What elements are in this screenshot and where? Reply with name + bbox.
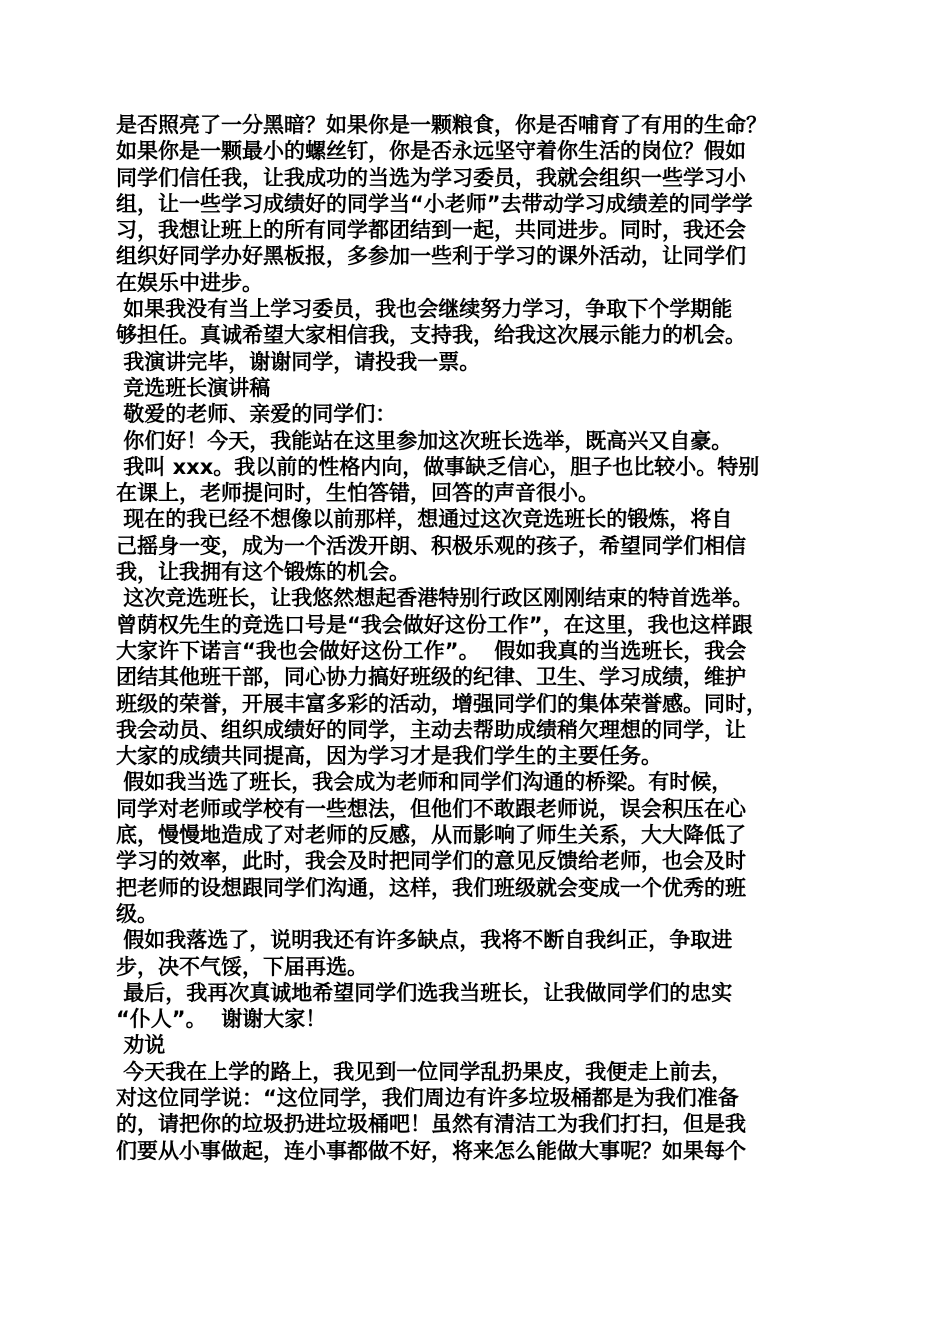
text-line: 把老师的设想跟同学们沟通，这样，我们班级就会变成一个优秀的班 — [116, 875, 746, 900]
text-line: 够担任。真诚希望大家相信我，支持我，给我这次展示能力的机会。 — [116, 323, 746, 348]
text-line: 班级的荣誉，开展丰富多彩的活动，增强同学们的集体荣誉感。同时， — [116, 691, 767, 716]
text-line: 我演讲完毕，谢谢同学，请投我一票。 — [116, 349, 481, 374]
text-line: 大家的成绩共同提高，因为学习才是我们学生的主要任务。 — [116, 744, 662, 769]
text-line: 底，慢慢地造成了对老师的反感，从而影响了师生关系，大大降低了 — [116, 823, 746, 848]
text-line: 我会动员、组织成绩好的同学，主动去帮助成绩稍欠理想的同学，让 — [116, 717, 746, 742]
text-line: 团结其他班干部，同心协力搞好班级的纪律、卫生、学习成绩，维护 — [116, 665, 746, 690]
text-line: 竞选班长演讲稿 — [116, 375, 271, 400]
text-line: “仆人”。 谢谢大家！ — [116, 1007, 327, 1032]
text-line: 己摇身一变，成为一个活泼开朗、积极乐观的孩子，希望同学们相信 — [116, 533, 746, 558]
text-line: 同学们信任我，让我成功的当选为学习委员，我就会组织一些学习小 — [116, 165, 746, 190]
text-line: 步，决不气馁，下届再选。 — [116, 954, 368, 979]
text-line: 组织好同学办好黑板报，多参加一些利于学习的课外活动，让同学们 — [116, 244, 746, 269]
text-line: 劝说 — [116, 1033, 166, 1058]
text-line: 假如我当选了班长，我会成为老师和同学们沟通的桥梁。有时候， — [116, 770, 733, 795]
text-line: 级。 — [116, 901, 158, 926]
text-line: 大家许下诺言“我也会做好这份工作”。 假如我真的当选班长，我会 — [116, 638, 747, 663]
text-line: 曾荫权先生的竞选口号是“我会做好这份工作”，在这里，我也这样跟 — [116, 612, 753, 637]
text-line: 在课上，老师提问时，生怕答错，回答的声音很小。 — [116, 481, 599, 506]
text-line: 的，请把你的垃圾扔进垃圾桶吧！虽然有清洁工为我们打扫，但是我 — [116, 1112, 746, 1137]
text-line: 如果我没有当上学习委员，我也会继续努力学习，争取下个学期能 — [116, 297, 733, 322]
text-line: 在娱乐中进步。 — [116, 270, 263, 295]
text-line: 今天我在上学的路上，我见到一位同学乱扔果皮，我便走上前去， — [116, 1059, 733, 1084]
text-line: 学习的效率，此时，我会及时把同学们的意见反馈给老师，也会及时 — [116, 849, 746, 874]
text-line: 习，我想让班上的所有同学都团结到一起，共同进步。同时，我还会 — [116, 218, 746, 243]
text-line: 敬爱的老师、亲爱的同学们： — [116, 402, 397, 427]
text-line: 对这位同学说：“这位同学，我们周边有许多垃圾桶都是为我们准备 — [116, 1085, 739, 1110]
text-line: 如果你是一颗最小的螺丝钉，你是否永远坚守着你生活的岗位？假如 — [116, 139, 746, 164]
text-line: 最后，我再次真诚地希望同学们选我当班长，让我做同学们的忠实 — [116, 980, 733, 1005]
text-line: 我，让我拥有这个锻炼的机会。 — [116, 560, 410, 585]
text-line: 我叫 xxx。我以前的性格内向，做事缺乏信心，胆子也比较小。特别 — [116, 454, 760, 479]
text-line: 现在的我已经不想像以前那样，想通过这次竞选班长的锻炼，将自 — [116, 507, 733, 532]
text-line: 们要从小事做起，连小事都做不好，将来怎么能做大事呢？如果每个 — [116, 1138, 746, 1163]
text-line: 组，让一些学习成绩好的同学当“小老师”去带动学习成绩差的同学学 — [116, 191, 753, 216]
text-line: 这次竞选班长，让我悠然想起香港特别行政区刚刚结束的特首选举。 — [116, 586, 754, 611]
document-page — [116, 112, 852, 1164]
text-line: 同学对老师或学校有一些想法，但他们不敢跟老师说，误会积压在心 — [116, 796, 746, 821]
text-line: 是否照亮了一分黑暗？如果你是一颗粮食，你是否哺育了有用的生命？ — [116, 113, 767, 137]
text-line: 你们好！今天，我能站在这里参加这次班长选举，既高兴又自豪。 — [116, 428, 733, 453]
text-line: 假如我落选了，说明我还有许多缺点，我将不断自我纠正，争取进 — [116, 928, 733, 953]
